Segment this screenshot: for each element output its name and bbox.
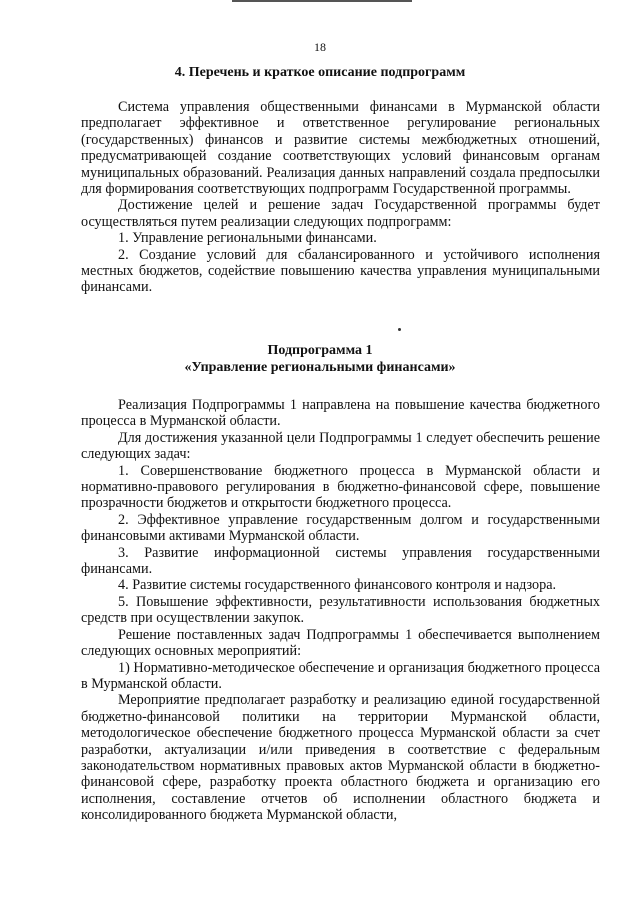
task-item: 5. Повышение эффективности, результативности использования бюджетных средств при осуществлении закупок.: [81, 593, 600, 627]
stray-dot-mark: [398, 328, 401, 331]
measure-description: Мероприятие предполагает разработку и реализацию единой государственной бюджетно-финансовой политики на территории Мурманской области, методологическое обеспечение бюджетного процесса Мурманской области за счет разработки, актуализации и/или приведения в соответствие с федеральным законодательством нормативных правовых актов Мурманской области в бюджетно-финансовой сфере, разработку проекта областного бюджета и организацию его исполнения, составление отчетов об исполнении областного бюджета и консолидированного бюджета Мурманской области,: [81, 692, 600, 824]
subprogram-paragraph: Реализация Подпрограммы 1 направлена на повышение качества бюджетного процесса в Мурманской области.: [81, 397, 600, 430]
intro-text-block: [81, 99, 600, 296]
subprogram-paragraph: Для достижения указанной цели Подпрограммы 1 следует обеспечить решение следующих задач:: [81, 429, 600, 463]
measure-item: 1) Нормативно-методическое обеспечение и организация бюджетного процесса в Мурманской области.: [81, 659, 600, 692]
task-item: 3. Развитие информационной системы управления государственными финансами.: [81, 544, 600, 578]
intro-paragraph: Достижение целей и решение задач Государственной программы будет осуществляться путем реализации следующих подпрограмм:: [81, 197, 600, 230]
task-item: 2. Эффективное управление государственным долгом и государственными финансовыми активами Мурманской области.: [81, 511, 600, 545]
subprogram-paragraph: Решение поставленных задач Подпрограммы 1 обеспечивается выполнением следующих основных мероприятий:: [81, 626, 600, 660]
intro-paragraph: Система управления общественными финансами в Мурманской области предполагает эффективное и ответственное регулирование региональных (государственных) финансов и развитие системы межбюджетных отношений, предусматривающей создание соответствующих условий финансовым органам муниципальных образований. Реализация данных направлений создала предпосылки для формирования соответствующих подпрограмм Государственной программы.: [81, 99, 600, 198]
top-edge-mark: [232, 0, 412, 2]
intro-list-item: 2. Создание условий для сбалансированного и устойчивого исполнения местных бюджетов, содействие повышению качества управления муниципальными финансами.: [81, 246, 600, 296]
subprogram-title: Подпрограмма 1: [267, 343, 373, 358]
section-heading: 4. Перечень и краткое описание подпрограмм: [174, 65, 466, 80]
task-item: 1. Совершенствование бюджетного процесса в Мурманской области и нормативно-правового регулирования в бюджетно-финансовой сфере, повышение прозрачности бюджетов и открытости бюджетного процесса.: [81, 462, 600, 512]
intro-list-item: 1. Управление региональными финансами.: [118, 230, 377, 247]
subprogram-text-block: [81, 397, 600, 824]
task-item: 4. Развитие системы государственного финансового контроля и надзора.: [118, 577, 557, 594]
page-number: 18: [314, 40, 326, 54]
subprogram-subtitle: «Управление региональными финансами»: [184, 360, 456, 375]
